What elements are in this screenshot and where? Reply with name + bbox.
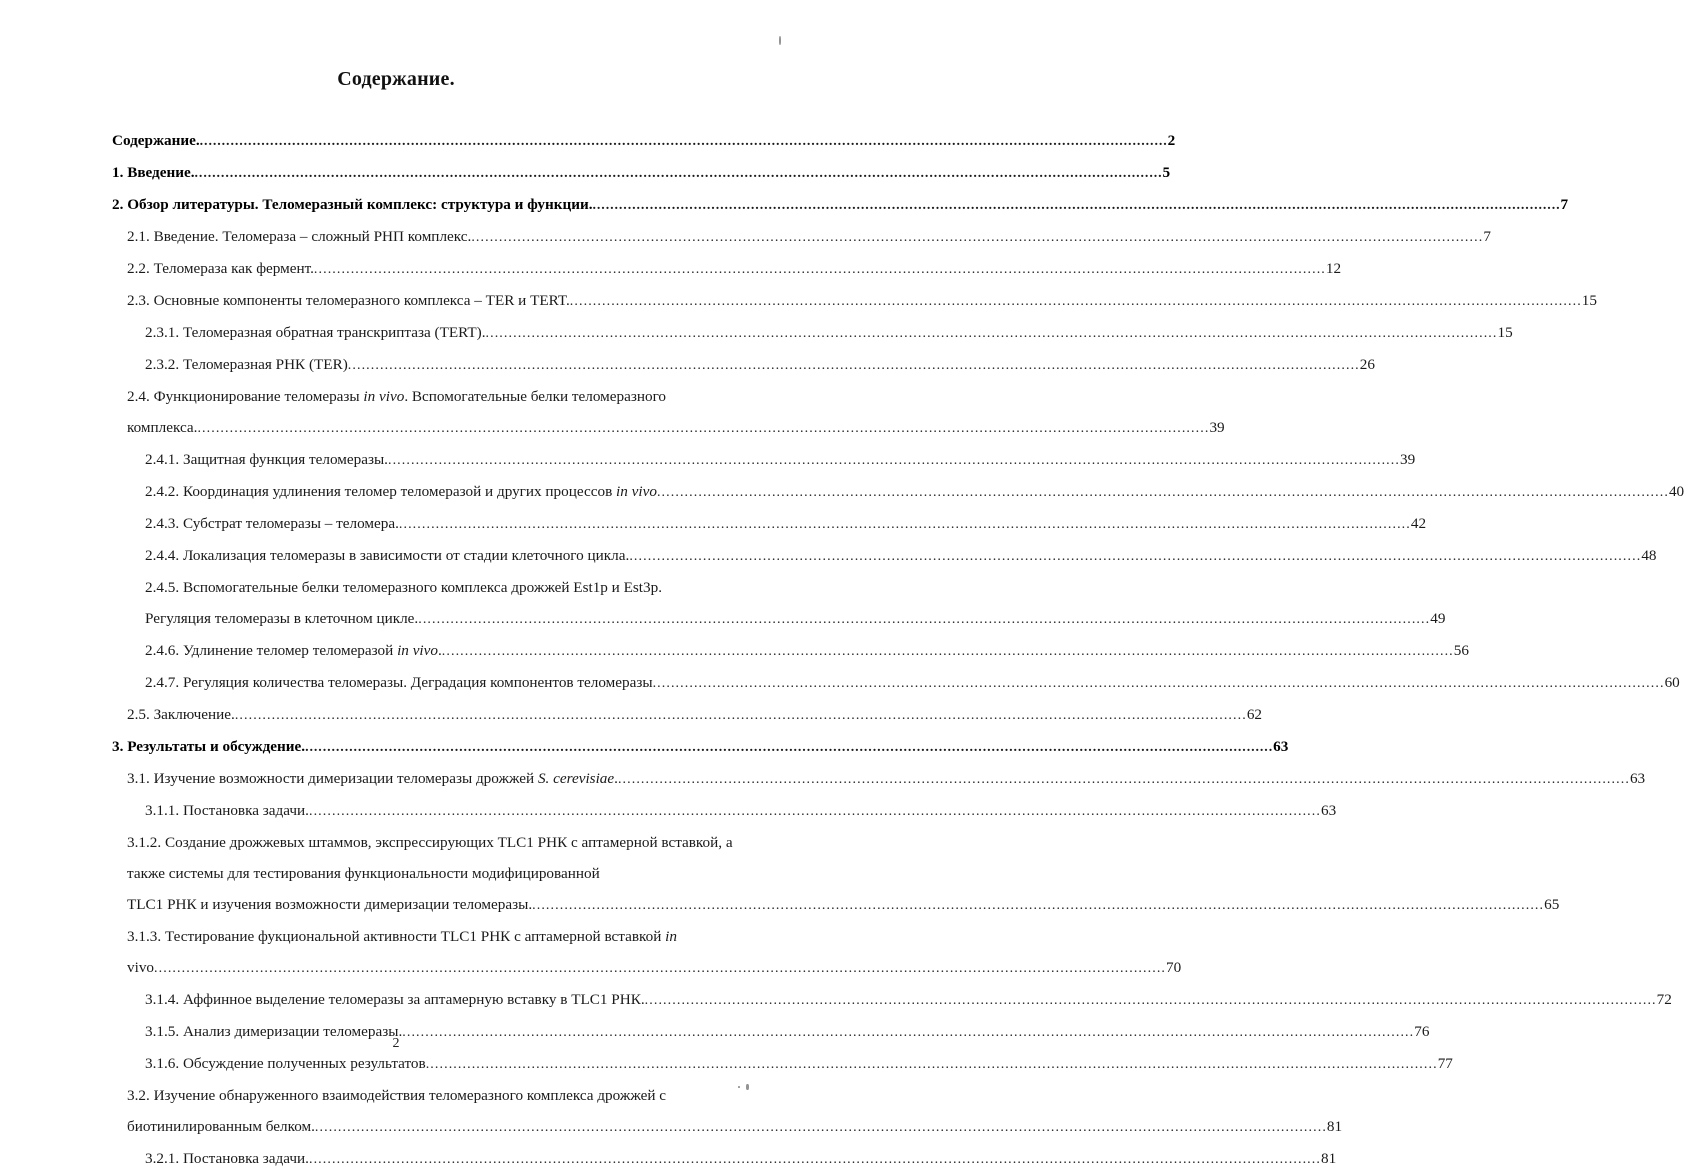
toc-entry[interactable]: [127, 827, 1560, 921]
toc-leader-dots: ............................................................................................................................................................................................................................: [644, 993, 1657, 1008]
toc-entry-label: 2.4.6. Удлинение теломер теломеразой in vivo.: [145, 642, 442, 659]
scan-artifact: [746, 1084, 749, 1090]
toc-page-number: 49: [1430, 610, 1446, 627]
toc-entry[interactable]: [127, 1080, 1343, 1143]
toc-page-number: 48: [1641, 547, 1657, 564]
toc-entry-label: Регуляция теломеразы в клеточном цикле.: [145, 610, 419, 627]
toc-entry-row: [145, 476, 1684, 508]
page-number: 2: [392, 1036, 400, 1051]
toc-page-number: 2: [1167, 132, 1176, 149]
toc-leader-dots: ............................................................................................................................................................................................................................: [629, 549, 1642, 564]
toc-entry-row: [145, 1143, 1337, 1175]
toc-entry-label: 3.2.1. Постановка задачи.: [145, 1150, 309, 1167]
toc-entry-head: 2.4.5. Вспомогательные белки теломеразного комплекса дрожжей Est1p и Est3p.: [145, 579, 662, 596]
toc-entry-label: 3. Результаты и обсуждение.: [112, 738, 306, 755]
table-of-contents: [112, 125, 1684, 1175]
toc-leader-dots: ............................................................................................................................................................................................................................: [425, 1057, 1438, 1072]
toc-entry-label: vivo: [127, 959, 155, 976]
toc-entry-label: 3.1.6. Обсуждение полученных результатов: [145, 1055, 426, 1072]
toc-entry-head: 2.4. Функционирование теломеразы in vivo. Вспомогательные белки теломеразного: [127, 388, 667, 405]
toc-leader-dots: ............................................................................................................................................................................................................................: [485, 326, 1498, 341]
toc-leader-dots: ............................................................................................................................................................................................................................: [308, 1152, 1321, 1167]
toc-page-number: 15: [1581, 292, 1597, 309]
toc-leader-dots: ............................................................................................................................................................................................................................: [441, 644, 1454, 659]
toc-page-number: 40: [1668, 483, 1684, 500]
toc-entry[interactable]: [127, 763, 1646, 795]
toc-entry[interactable]: [112, 189, 1569, 221]
toc-entry-head: 3.1.3. Тестирование фукциональной активности TLC1 РНК с аптамерной вставкой in: [127, 928, 677, 945]
toc-entry-label: 2.3. Основные компоненты теломеразного комплекса – TER и TERT.: [127, 292, 570, 309]
toc-entry[interactable]: [145, 635, 1469, 667]
toc-entry-row: [127, 889, 1560, 921]
toc-leader-dots: ............................................................................................................................................................................................................................: [471, 230, 1484, 245]
toc-page-number: 63: [1629, 770, 1646, 787]
toc-entry-row: [112, 189, 1569, 221]
toc-entry[interactable]: [112, 731, 1289, 763]
toc-entry-label: 2.4.3. Субстрат теломеразы – теломера.: [145, 515, 399, 532]
toc-leader-dots: ............................................................................................................................................................................................................................: [194, 166, 1163, 181]
toc-entry[interactable]: [145, 476, 1684, 508]
page-title: Содержание.: [337, 68, 455, 90]
toc-entry-head: 3.2. Изучение обнаруженного взаимодействия теломеразного комплекса дрожжей с: [127, 1087, 667, 1104]
toc-entry-label: 2.2. Теломераза как фермент.: [127, 260, 314, 277]
toc-entry-row: [145, 317, 1513, 349]
toc-entry[interactable]: [145, 349, 1375, 381]
toc-entry-row: [145, 603, 1446, 635]
toc-page-number: 7: [1483, 228, 1491, 245]
toc-entry-label: 1. Введение.: [112, 164, 195, 181]
toc-entry-label: 2. Обзор литературы. Теломеразный комплекс: структура и функции.: [112, 196, 593, 213]
toc-leader-dots: ............................................................................................................................................................................................................................: [418, 612, 1431, 627]
toc-page-number: 65: [1544, 896, 1560, 913]
toc-entry-label: 2.3.1. Теломеразная обратная транскриптаза (TERT).: [145, 324, 486, 341]
toc-entry-row: [145, 444, 1416, 476]
toc-entry[interactable]: [145, 540, 1657, 572]
toc-entry[interactable]: [145, 444, 1416, 476]
toc-entry-row: [127, 763, 1646, 795]
toc-page-number: 81: [1326, 1118, 1343, 1135]
toc-leader-dots: ............................................................................................................................................................................................................................: [656, 485, 1669, 500]
toc-leader-dots: ............................................................................................................................................................................................................................: [347, 358, 1360, 373]
toc-entry[interactable]: [127, 381, 1225, 444]
toc-entry-row: [127, 253, 1342, 285]
toc-page-number: 76: [1414, 1023, 1430, 1040]
toc-entry-label: 2.4.2. Координация удлинения теломер теломеразой и других процессов in vivo: [145, 483, 657, 500]
toc-entry-row: [127, 1111, 1343, 1143]
toc-entry[interactable]: [145, 795, 1337, 827]
toc-entry-row: [145, 1048, 1453, 1080]
toc-page-number: 60: [1664, 674, 1680, 691]
toc-entry-head: 3.1.2. Создание дрожжевых штаммов, экспрессирующих TLC1 РНК с аптамерной вставкой, а также системы для тестирования функциональности модифицированной: [127, 834, 733, 882]
toc-entry[interactable]: [127, 699, 1263, 731]
toc-entry-row: [145, 508, 1427, 540]
toc-entry[interactable]: [145, 1048, 1453, 1080]
toc-entry[interactable]: [145, 508, 1427, 540]
toc-leader-dots: ............................................................................................................................................................................................................................: [387, 453, 1400, 468]
toc-leader-dots: ............................................................................................................................................................................................................................: [592, 198, 1561, 213]
toc-entry[interactable]: [127, 221, 1491, 253]
toc-entry-label: TLC1 РНК и изучения возможности димеризации теломеразы.: [127, 896, 533, 913]
toc-leader-dots: ............................................................................................................................................................................................................................: [617, 772, 1630, 787]
toc-page-number: 63: [1320, 802, 1337, 819]
toc-entry-row: [145, 635, 1469, 667]
toc-entry-row: [145, 984, 1672, 1016]
toc-page-number: 56: [1453, 642, 1469, 659]
toc-leader-dots: ............................................................................................................................................................................................................................: [197, 421, 1210, 436]
toc-entry-label: 2.1. Введение. Теломераза – сложный РНП комплекс.: [127, 228, 472, 245]
toc-page-number: 81: [1320, 1150, 1337, 1167]
toc-page-number: 5: [1162, 164, 1171, 181]
toc-entry-label: комплекса.: [127, 419, 198, 436]
toc-entry-row: [112, 731, 1289, 763]
toc-page-number: 26: [1359, 356, 1375, 373]
toc-entry-italic-term: in vivo: [616, 483, 657, 500]
toc-entry-row: [112, 157, 1171, 189]
toc-entry-label: Содержание.: [112, 132, 200, 149]
toc-entry-row: [112, 125, 1176, 157]
toc-entry[interactable]: [145, 667, 1680, 699]
toc-leader-dots: ............................................................................................................................................................................................................................: [652, 676, 1665, 691]
scan-artifact: [779, 36, 781, 45]
toc-entry-label: 2.4.4. Локализация теломеразы в зависимости от стадии клеточного цикла.: [145, 547, 630, 564]
toc-leader-dots: ............................................................................................................................................................................................................................: [532, 898, 1545, 913]
toc-page-number: 39: [1399, 451, 1416, 468]
toc-leader-dots: ............................................................................................................................................................................................................................: [313, 262, 1326, 277]
toc-entry-italic-term: in vivo: [397, 642, 438, 659]
toc-entry[interactable]: [112, 125, 1176, 157]
toc-page-number: 70: [1166, 959, 1182, 976]
toc-entry-label: 2.5. Заключение.: [127, 706, 235, 723]
toc-entry[interactable]: [127, 253, 1342, 285]
toc-leader-dots: ............................................................................................................................................................................................................................: [199, 134, 1168, 149]
toc-entry[interactable]: [145, 984, 1672, 1016]
toc-entry[interactable]: [145, 1143, 1337, 1175]
toc-entry-italic-term: S. cerevisiae: [537, 770, 615, 787]
toc-page-number: 42: [1410, 515, 1427, 532]
toc-entry-label: 3.1.1. Постановка задачи.: [145, 802, 309, 819]
toc-leader-dots: ............................................................................................................................................................................................................................: [154, 961, 1167, 976]
toc-entry-italic-term: in: [665, 928, 677, 945]
toc-entry-label: биотинилированным белком.: [127, 1118, 315, 1135]
toc-entry-label: 2.4.1. Защитная функция теломеразы.: [145, 451, 388, 468]
toc-entry-row: [127, 952, 1182, 984]
toc-entry[interactable]: [127, 921, 1182, 984]
toc-page-number: 12: [1325, 260, 1342, 277]
toc-entry-row: [127, 285, 1597, 317]
toc-leader-dots: ............................................................................................................................................................................................................................: [398, 517, 1411, 532]
toc-entry-row: [127, 221, 1491, 253]
toc-entry-label: 3.1.5. Анализ димеризации теломеразы.: [145, 1023, 403, 1040]
toc-entry-label: 2.4.7. Регуляция количества теломеразы. Деградация компонентов теломеразы: [145, 674, 653, 691]
toc-page-number: 77: [1437, 1055, 1453, 1072]
toc-entry[interactable]: [145, 572, 1446, 635]
toc-page-number: 72: [1656, 991, 1672, 1008]
toc-entry[interactable]: [112, 157, 1171, 189]
toc-page-number: 7: [1560, 196, 1569, 213]
toc-leader-dots: ............................................................................................................................................................................................................................: [234, 708, 1247, 723]
toc-entry[interactable]: [127, 285, 1597, 317]
toc-leader-dots: ............................................................................................................................................................................................................................: [569, 294, 1582, 309]
toc-page-number: 63: [1273, 738, 1289, 755]
toc-page-number: 62: [1246, 706, 1263, 723]
toc-entry-row: [145, 795, 1337, 827]
toc-page-number: 15: [1497, 324, 1513, 341]
toc-entry-row: [127, 699, 1263, 731]
toc-leader-dots: ............................................................................................................................................................................................................................: [308, 804, 1321, 819]
toc-entry-row: [145, 349, 1375, 381]
toc-entry[interactable]: [145, 317, 1513, 349]
toc-leader-dots: ............................................................................................................................................................................................................................: [314, 1120, 1327, 1135]
toc-entry-row: [145, 540, 1657, 572]
toc-leader-dots: ............................................................................................................................................................................................................................: [402, 1025, 1415, 1040]
toc-entry-row: [145, 667, 1680, 699]
toc-entry-label: 3.1. Изучение возможности димеризации теломеразы дрожжей S. cerevisiae.: [127, 770, 618, 787]
toc-entry-italic-term: in vivo: [363, 388, 405, 405]
toc-leader-dots: ............................................................................................................................................................................................................................: [305, 740, 1274, 755]
toc-entry-row: [127, 412, 1225, 444]
toc-page-number: 39: [1209, 419, 1225, 436]
toc-entry-label: 2.3.2. Теломеразная РНК (TER): [145, 356, 348, 373]
toc-entry-label: 3.1.4. Аффинное выделение теломеразы за аптамерную вставку в TLC1 РНК.: [145, 991, 645, 1008]
